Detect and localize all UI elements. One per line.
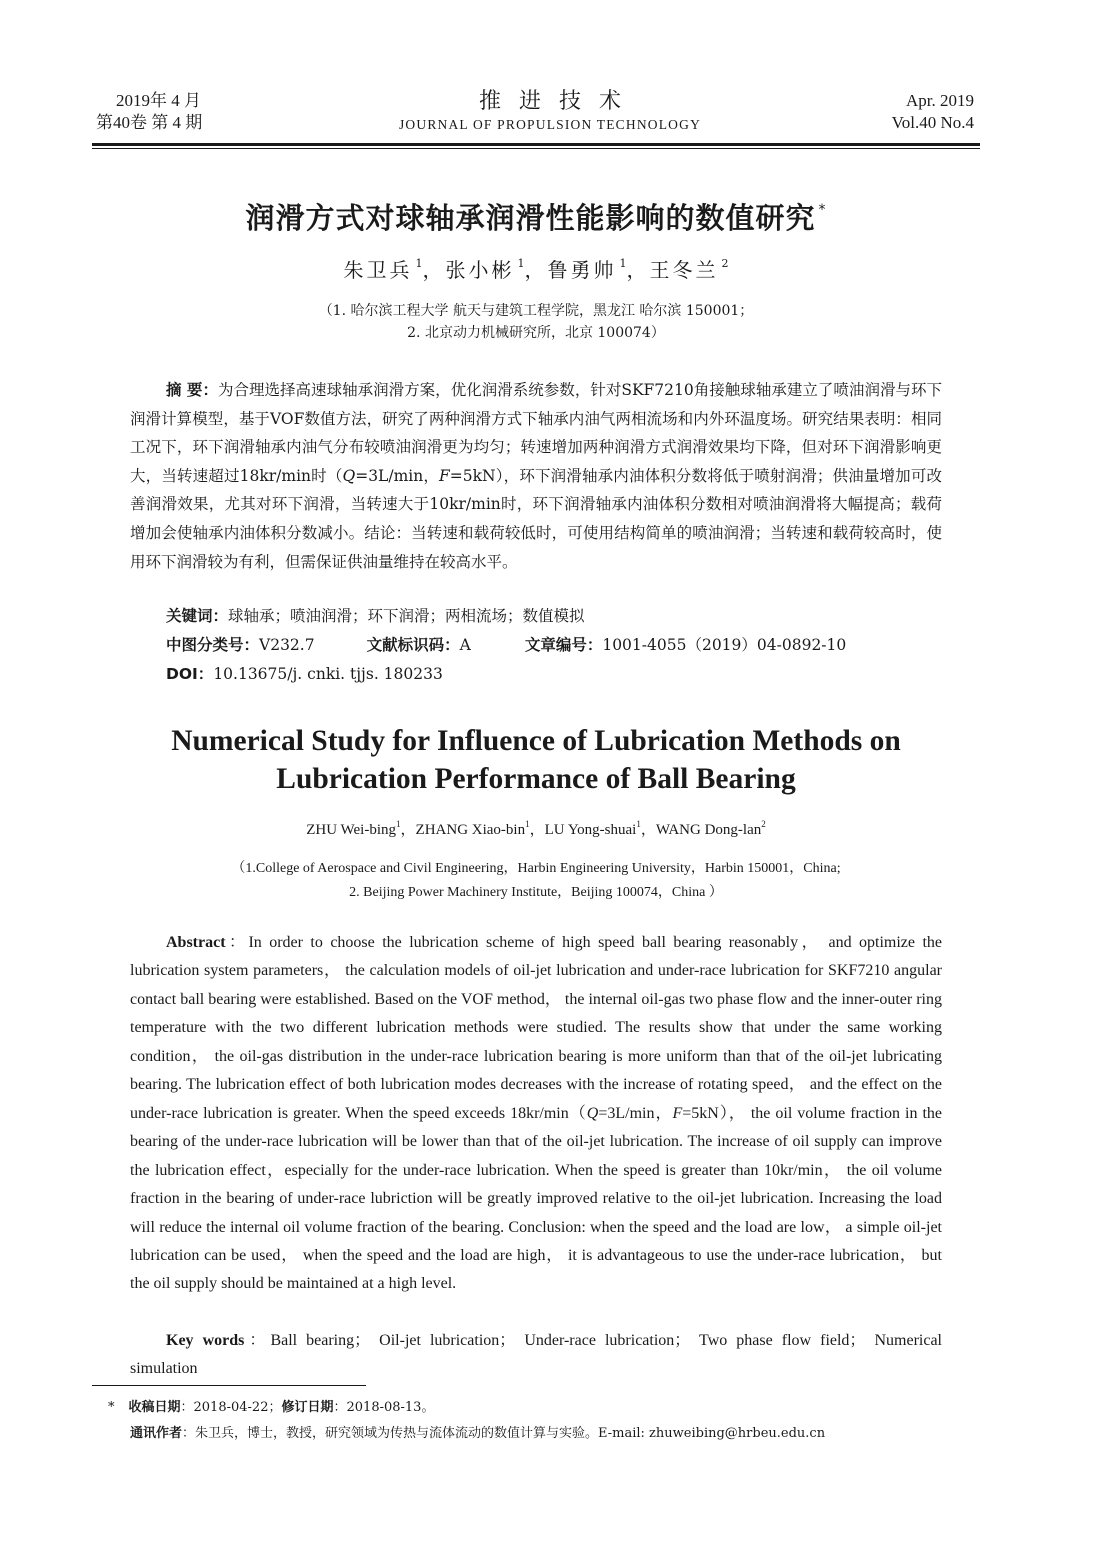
revised-date: ：2018-08-13。: [333, 1400, 435, 1415]
header-volume-cn: 第40卷 第 4 期: [96, 113, 203, 132]
header-date-en: Apr. 2019: [906, 91, 974, 110]
author-separator: ，: [400, 822, 416, 838]
abstract-label-cn: 摘 要：: [166, 381, 218, 399]
abstract-colon: ：: [225, 934, 249, 951]
corr-author-label: 通讯作者: [130, 1426, 183, 1441]
keywords-en: [130, 1327, 942, 1383]
abstract-text: 为合理选择高速球轴承润滑方案，优化润滑系统参数，针对SKF7210角接触球轴承建立了喷油润滑与环下润滑计算模型，基于VOF数值方法，研究了两种润滑方式下轴承内油气两相流场和内外环温度场。研究结果表明：相同工况下，环下润滑轴承内油气分布较喷油润滑更为均匀；转速增加两种润滑方式润滑效果均下降，但对环下润滑影响更大，当转速超过18kr/min时（: [130, 381, 942, 485]
article-no-label: 文章编号：: [524, 636, 603, 654]
classification-row: [166, 633, 846, 655]
keywords-text-cn: 球轴承；喷油润滑；环下润滑；两相流场；数值模拟: [228, 607, 585, 625]
abstract-label-en: Abstract: [166, 934, 226, 951]
author-name: 王冬兰: [649, 258, 719, 282]
author-name: LU Yong-shuai: [544, 822, 637, 838]
author-affil-mark: 1: [517, 257, 525, 270]
math-var-q: Q: [586, 1104, 599, 1122]
affiliation-line: 2. Beijing Power Machinery Institute，Beijing 100074，China ）: [349, 885, 723, 900]
abstract-text: =3L/min，: [598, 1104, 673, 1122]
header-date-cn: 2019年 4 月: [116, 91, 201, 110]
author-name: 朱卫兵: [343, 258, 413, 282]
received-label: 收稿日期: [128, 1400, 181, 1415]
footnote-corresponding-author: [130, 1422, 825, 1441]
journal-name-en: JOURNAL OF PROPULSION TECHNOLOGY: [398, 117, 702, 132]
author-separator: ，: [640, 822, 656, 838]
abstract-en: [130, 929, 942, 1299]
affiliation-line: 2. 北京动力机械研究所，北京 100074）: [407, 325, 665, 341]
doi-row: [166, 662, 443, 684]
header-volume-en: Vol.40 No.4: [891, 113, 974, 132]
journal-masthead: [360, 88, 740, 133]
author-affil-mark: 2: [761, 819, 766, 829]
clc-label: 中图分类号：: [166, 636, 260, 654]
title-text-cn: 润滑方式对球轴承润滑性能影响的数值研究: [245, 201, 816, 235]
revised-label: 修订日期: [281, 1400, 334, 1415]
title-line-en: Lubrication Performance of Ball Bearing: [276, 763, 796, 795]
author-name: ZHANG Xiao-bin: [415, 822, 526, 838]
keywords-colon: ：: [244, 1332, 271, 1349]
doi-label: DOI：: [166, 665, 214, 683]
affiliation-line: （1. 哈尔滨工程大学 航天与建筑工程学院，黑龙江 哈尔滨 150001；: [318, 303, 754, 319]
author-separator: ，: [524, 258, 548, 282]
math-var-f: F: [672, 1104, 683, 1122]
header-issue-cn: [96, 90, 202, 134]
affiliations-cn: [0, 300, 1072, 344]
paper-title-en: [0, 722, 1072, 798]
header-issue-en: [892, 90, 974, 134]
corr-author-text: ：朱卫兵，博士，教授，研究领域为传热与流体流动的数值计算与实验。E-mail: zhuweibing@hrbeu.edu.cn: [182, 1426, 826, 1441]
author-affil-mark: 1: [396, 819, 401, 829]
paper-title-cn: [0, 196, 1072, 237]
footnote-mark: *: [108, 1400, 115, 1415]
abstract-text: In order to choose the lubrication scheme of high speed ball bearing reasonably， and optimize the lubrication system parameters， the calculation models of oil-jet lubrication and under-race lubrication for SKF7210 angular contact ball bearing were established. Based on the VOF method， the internal oil-gas two phase flow and the inner-outer ring temperature with the two different lubrication methods were studied. The results show that under the same working condition， the oil-gas distribution in the under-race lubrication bearing is more uniform than that of the oil-jet lubricating bearing. The lubrication effect of both lubrication modes decreases with the increase of rotating speed， and the effect on the under-race lubrication is greater. When the speed exceeds 18kr/min（: [130, 934, 943, 1122]
journal-name-cn: 推进技术: [478, 89, 639, 114]
article-no-value: 1001-4055（2019）04-0892-10: [602, 636, 847, 654]
author-separator: ，: [529, 822, 545, 838]
author-separator: ，: [422, 258, 446, 282]
math-var-f: F: [439, 466, 450, 485]
header-rule-thick: [92, 143, 980, 146]
affiliation-line: （1.College of Aerospace and Civil Engineering，Harbin Engineering University，Harbin 150001，China;: [231, 861, 841, 876]
author-affil-mark: 1: [636, 819, 641, 829]
received-date: ：2018-04-22；: [180, 1400, 282, 1415]
author-affil-mark: 2: [721, 257, 729, 270]
author-separator: ，: [626, 258, 650, 282]
author-name: WANG Dong-lan: [655, 822, 762, 838]
author-list-cn: [0, 254, 1072, 283]
abstract-text: =5kN），环下润滑轴承内油体积分数将低于喷射润滑；供油量增加可改善润滑效果，尤其对环下润滑，当转速大于10kr/min时，环下润滑轴承内油体积分数相对喷油润滑将大幅提高；载荷增加会使轴承内油体积分数减小。结论：当转速和载荷较低时，可使用结构简单的喷油润滑；当转速和载荷较高时，使用环下润滑较为有利，但需保证供油量维持在较高水平。: [130, 466, 942, 571]
keywords-text-en: Ball bearing； Oil-jet lubrication； Under-race lubrication； Two phase flow field； Numerical simulation: [130, 1332, 942, 1377]
author-name: 张小彬: [445, 258, 515, 282]
author-name: 鲁勇帅: [547, 258, 617, 282]
footnote-rule: [92, 1385, 366, 1386]
abstract-text: =5kN）， the oil volume fraction in the bearing of the under-race lubrication will be lower than that of the oil-jet lubrication. The increase of oil supply can improve the lubrication effect，especially for the under-race lubrication. When the speed is greater than 10kr/min， the oil volume fraction in the bearing of under-race lubriction will be greatly improved relative to the oil-jet lubrication. Increasing the load will reduce the internal oil volume fraction of the bearing. Conclusion: when the speed and the load are low， a simple oil-jet lubrication can be used， when the speed and the load are high， it is advantageous to use the under-race lubrication， but the oil supply should be maintained at a high level.: [130, 1104, 943, 1293]
header-rule-thin: [92, 148, 980, 149]
doc-code-value: A: [459, 636, 471, 654]
author-name: ZHU Wei-bing: [306, 822, 397, 838]
doc-code-label: 文献标识码：: [366, 636, 460, 654]
author-affil-mark: 1: [619, 257, 627, 270]
abstract-text: =3L/min，: [355, 466, 440, 485]
keywords-cn: [166, 604, 585, 626]
affiliations-en: [0, 857, 1072, 905]
keywords-label-cn: 关键词：: [166, 607, 229, 625]
title-line-en: Numerical Study for Influence of Lubrication Methods on: [171, 725, 901, 757]
author-affil-mark: 1: [415, 257, 423, 270]
clc-value: V232.7: [259, 636, 315, 654]
abstract-cn: [130, 376, 942, 576]
math-var-q: Q: [342, 466, 356, 485]
doi-value: 10.13675/j. cnki. tjjs. 180233: [213, 665, 443, 683]
author-affil-mark: 1: [525, 819, 530, 829]
title-footnote-mark: *: [818, 202, 827, 218]
keywords-label-en: Key words: [166, 1332, 245, 1349]
footnote-dates: [108, 1396, 434, 1415]
author-list-en: [0, 818, 1072, 839]
